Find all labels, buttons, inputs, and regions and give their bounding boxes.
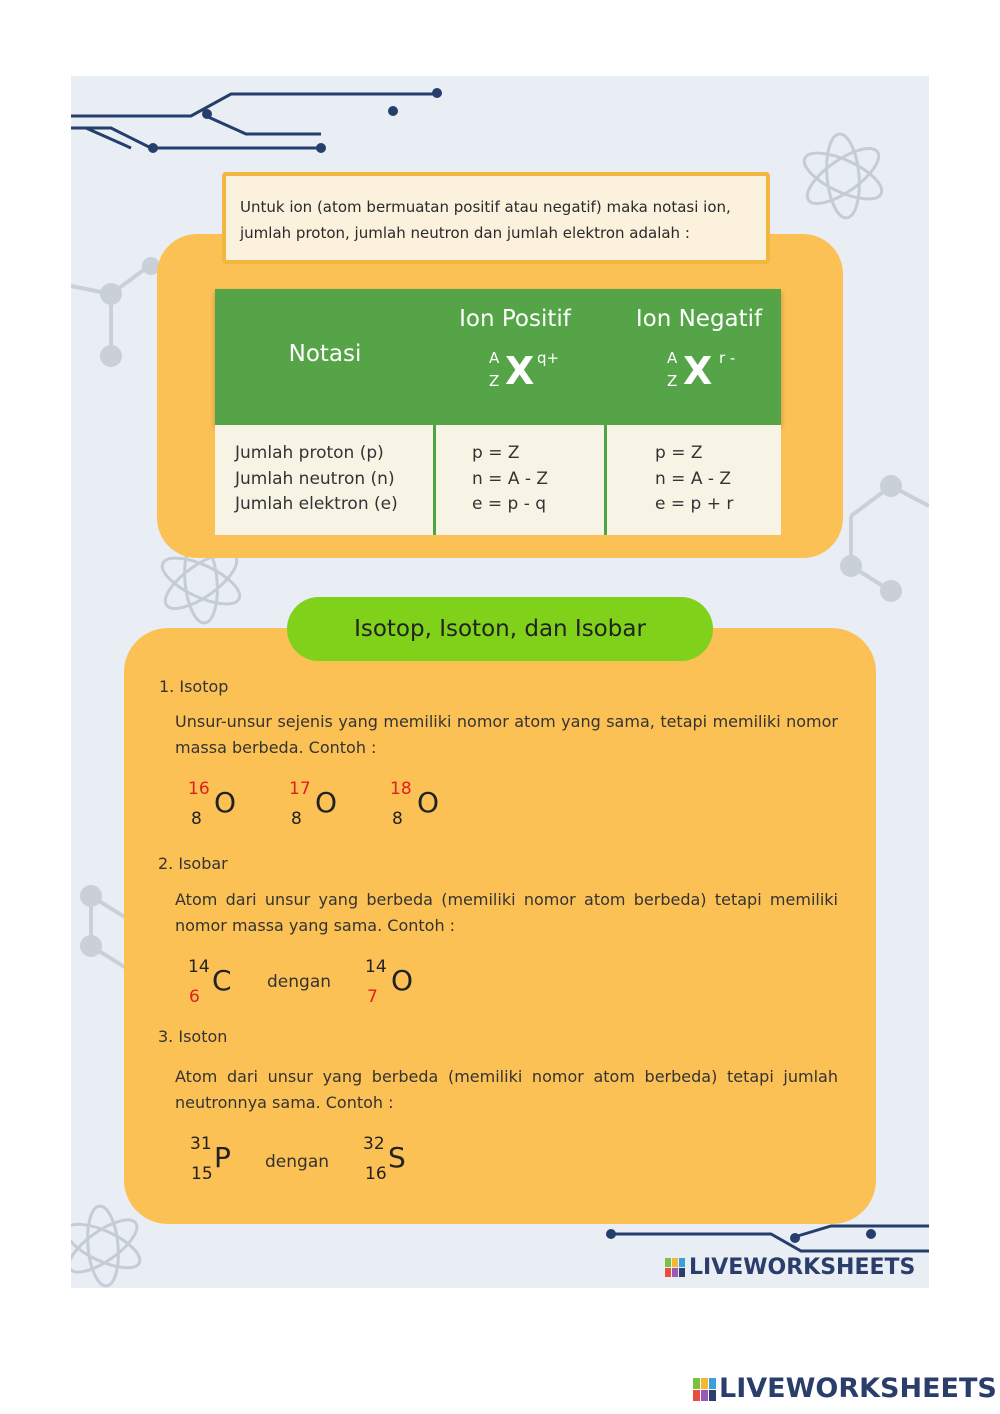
isotope-example	[390, 779, 450, 839]
mass-number: 31	[190, 1134, 212, 1154]
isobar-connector: dengan	[267, 972, 332, 992]
positive-neutron-value: n = A - Z	[472, 468, 549, 489]
notation-charge: r -	[719, 349, 736, 367]
element-symbol: P	[214, 1141, 231, 1174]
element-symbol: O	[214, 786, 237, 819]
circuit-lines-top	[71, 94, 437, 148]
element-symbol: S	[388, 1141, 406, 1174]
notation-mass: A	[667, 349, 678, 367]
positive-electron-value: e = p - q	[472, 494, 547, 514]
element-symbol: O	[417, 786, 440, 819]
header-notasi: Notasi	[288, 341, 362, 367]
positive-values	[472, 441, 548, 518]
ion-intro-box	[222, 172, 770, 264]
isoton-example	[190, 1134, 250, 1194]
positive-proton-value: p = Z	[472, 443, 520, 463]
notation-symbol: X	[505, 349, 535, 393]
mass-number: 18	[390, 779, 412, 799]
atomic-number: 15	[191, 1164, 213, 1184]
mass-number: 32	[363, 1134, 385, 1154]
ion-intro-text: Untuk ion (atom bermuatan positif atau negatif) maka notasi ion, jumlah proton, jumlah neutron dan jumlah elektron adalah :	[240, 198, 731, 242]
mass-number: 14	[188, 957, 210, 977]
negative-proton-value: p = Z	[655, 443, 703, 463]
negative-neutron-value: n = A - Z	[655, 468, 732, 489]
positive-ion-notation	[485, 347, 575, 407]
notation-mass: A	[489, 349, 500, 367]
mass-number: 17	[289, 779, 311, 799]
notation-atomic: Z	[667, 372, 678, 390]
column-divider	[433, 425, 436, 535]
atomic-number: 7	[367, 987, 378, 1007]
row-labels	[235, 441, 398, 518]
mass-number: 16	[188, 779, 210, 799]
page-watermark	[693, 1373, 997, 1404]
isobar-description: Atom dari unsur yang berbeda (memiliki nomor atom berbeda) tetapi memiliki nomor massa yang sama. Contoh :	[175, 890, 838, 935]
section-title: Isotop, Isoton, dan Isobar	[287, 597, 713, 661]
row-label-neutron: Jumlah neutron (n)	[235, 468, 395, 489]
element-symbol: O	[391, 964, 414, 997]
row-label-proton: Jumlah proton (p)	[235, 443, 384, 463]
isotop-heading: 1. Isotop	[159, 677, 229, 696]
atomic-number: 6	[189, 987, 200, 1007]
isobar-example	[365, 957, 425, 1017]
atomic-number: 8	[291, 809, 302, 829]
notation-symbol: X	[683, 349, 713, 393]
atomic-number: 16	[365, 1164, 387, 1184]
isoton-description: Atom dari unsur yang berbeda (memiliki nomor atom berbeda) tetapi jumlah neutronnya sama. Contoh :	[175, 1067, 838, 1112]
element-symbol: C	[212, 964, 232, 997]
header-ion-negatif: Ion Negatif	[635, 306, 763, 332]
atomic-number: 8	[191, 809, 202, 829]
notation-atomic: Z	[489, 372, 500, 390]
atomic-number: 8	[392, 809, 403, 829]
isoton-example	[363, 1134, 423, 1194]
isoton-connector: dengan	[265, 1152, 330, 1172]
isobar-heading: 2. Isobar	[158, 854, 228, 873]
isoton-heading: 3. Isoton	[158, 1027, 228, 1046]
liveworksheets-logo-icon	[693, 1378, 717, 1402]
isotop-description: Unsur-unsur sejenis yang memiliki nomor atom yang sama, tetapi memiliki nomor massa berbeda. Contoh :	[175, 712, 838, 757]
column-divider	[604, 425, 607, 535]
isotope-example	[188, 779, 248, 839]
mass-number: 14	[365, 957, 387, 977]
header-ion-positif: Ion Positif	[459, 306, 571, 332]
liveworksheets-logo-icon	[665, 1258, 687, 1278]
negative-values	[655, 441, 733, 518]
element-symbol: O	[315, 786, 338, 819]
notation-charge: q+	[537, 349, 560, 367]
ion-notation-table	[215, 289, 781, 535]
row-label-electron: Jumlah elektron (e)	[235, 494, 398, 514]
page-watermark-text: LIVEWORKSHEETS	[719, 1373, 997, 1404]
isotope-example	[289, 779, 349, 839]
circuit-lines-bottom	[611, 1226, 929, 1251]
negative-electron-value: e = p + r	[655, 494, 734, 514]
negative-ion-notation	[663, 347, 753, 407]
inner-watermark-text: LIVEWORKSHEETS	[689, 1255, 916, 1280]
worksheet-page	[71, 76, 929, 1288]
isobar-example	[188, 957, 248, 1017]
inner-watermark	[665, 1255, 915, 1280]
